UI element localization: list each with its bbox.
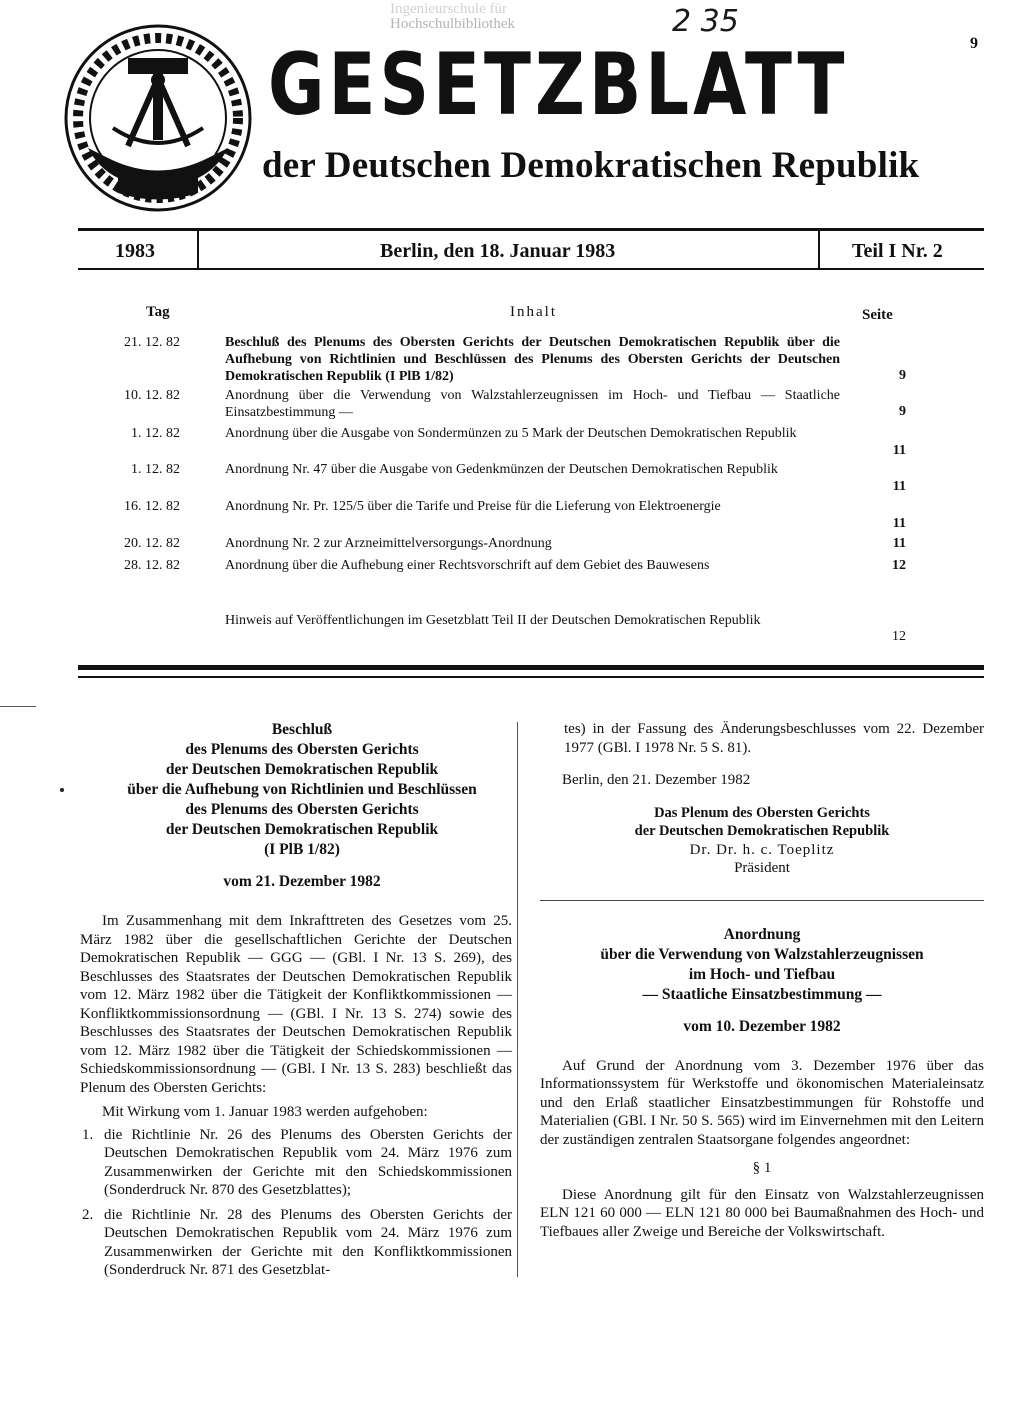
signatory-name: Dr. Dr. h. c. Toeplitz: [689, 841, 835, 858]
list-text: die Richtlinie Nr. 26 des Plenums des Obersten Gerichts der Deutschen Demokratischen Republik vom 24. März 1976 zum Zusammenwirken der Gerichte mit den Schiedskommissionen (Sonderdruck Nr. 870 des Gesetzblattes);: [104, 1126, 512, 1198]
heading-line: im Hoch- und Tiefbau: [688, 965, 836, 983]
order-paragraph-2: Diese Anordnung gilt für den Einsatz von Walzstahlerzeugnissen ELN 121 60 000 — ELN 121 80 000 bei Baumaßnahmen des Hoch- und Tiefbaues aller Zweige und Bereiche der Volkswirtschaft.: [540, 1186, 984, 1240]
library-stamp: [390, 2, 515, 32]
publication-subtitle: der Deutschen Demokratischen Republik: [262, 145, 920, 186]
toc-notice-page: 12: [892, 629, 906, 644]
continuation-text: [540, 720, 984, 757]
margin-dot: [60, 788, 64, 792]
heading-line: über die Verwendung von Walzstahlerzeugnissen: [600, 945, 924, 963]
toc-text: Anordnung Nr. 2 zur Arzneimittelversorgungs-Anordnung: [225, 536, 552, 551]
margin-mark: [0, 706, 36, 707]
contents-col-date: Tag: [146, 304, 170, 320]
issue-year: 1983: [115, 240, 155, 262]
heading-line: Beschluß: [271, 721, 333, 738]
issue-bar-divider-right: [818, 231, 820, 269]
toc-page: 11: [892, 516, 906, 531]
list-number: 2.: [82, 1206, 94, 1223]
toc-date: 16. 12. 82: [124, 499, 180, 514]
signing-place-date: Berlin, den 21. Dezember 1982: [562, 772, 751, 788]
list-text: die Richtlinie Nr. 28 des Plenums des Obersten Gerichts der Deutschen Demokratischen Republik vom 24. März 1976 zum Zusammenwirken der Gerichte mit den Konfliktkommissionen (Sonderdruck Nr. 871 des Gesetzblat-: [104, 1206, 512, 1278]
heading-line: der Deutschen Demokratischen Republik: [165, 821, 439, 838]
heading-line: Anordnung: [723, 925, 801, 943]
stamp-line-2: Hochschulbibliothek: [390, 16, 515, 32]
order-date: vom 10. Dezember 1982: [683, 1017, 841, 1035]
ddr-state-emblem-icon: [58, 18, 258, 218]
heading-line: der Deutschen Demokratischen Republik: [165, 761, 439, 778]
heading-line: des Plenums des Obersten Gerichts: [185, 741, 419, 758]
list-item: [80, 1126, 512, 1200]
contents-col-title: Inhalt: [510, 304, 557, 320]
toc-text: Anordnung Nr. 47 über die Ausgabe von Gedenkmünzen der Deutschen Demokratischen Republik: [225, 462, 778, 477]
decision-date: vom 21. Dezember 1982: [223, 873, 381, 890]
toc-page: 11: [892, 479, 906, 494]
toc-page: 9: [899, 368, 906, 383]
toc-text: Anordnung über die Aufhebung einer Rechtsvorschrift auf dem Gebiet des Bauwesens: [225, 558, 710, 573]
column-divider: [517, 722, 518, 1277]
heading-line: über die Aufhebung von Richtlinien und Beschlüssen: [127, 781, 477, 798]
issue-part-number: Teil I Nr. 2: [852, 240, 943, 262]
toc-date: 28. 12. 82: [124, 558, 180, 573]
toc-date: 21. 12. 82: [124, 335, 180, 350]
decision-paragraph-2: Mit Wirkung vom 1. Januar 1983 werden aufgehoben:: [102, 1104, 428, 1120]
toc-date: 1. 12. 82: [131, 462, 180, 477]
continuation-body: tes) in der Fassung des Änderungsbeschlusses vom 22. Dezember 1977 (GBl. I 1978 Nr. 5 S. 81).: [564, 721, 984, 756]
issue-bar-bottom-rule: [78, 268, 984, 270]
toc-text: Anordnung über die Verwendung von Walzstahlerzeugnissen im Hoch- und Tiefbau — Staatliche Einsatzbestimmung —: [225, 388, 840, 420]
contents-col-page: Seite: [862, 307, 893, 323]
issue-place-date: Berlin, den 18. Januar 1983: [380, 240, 616, 262]
separator-rule: [540, 900, 984, 901]
signatory-org-line-1: Das Plenum des Obersten Gerichts: [654, 804, 870, 821]
section-rule-thick: [78, 665, 984, 670]
list-number: 1.: [82, 1126, 94, 1143]
heading-line: (I PlB 1/82): [264, 841, 340, 858]
toc-text: Anordnung Nr. Pr. 125/5 über die Tarife und Preise für die Lieferung von Elektroenergie: [225, 499, 721, 514]
toc-date: 10. 12. 82: [124, 388, 180, 403]
toc-page: 11: [892, 443, 906, 458]
list-item: [80, 1206, 512, 1280]
toc-date: 20. 12. 82: [124, 536, 180, 551]
page-number: 9: [970, 35, 978, 52]
stamp-line-1: Ingenieurschule für: [390, 1, 508, 17]
publication-title: GESETZBLATT: [268, 35, 849, 135]
toc-text: Beschluß des Plenums des Obersten Gerichts der Deutschen Demokratischen Republik über die Aufhebung von Richtlinien und Beschlüssen des Plenums des Obersten Gerichts der Deutschen Demokratischen Republik (I PlB 1/82): [225, 335, 840, 384]
toc-page: 11: [892, 536, 906, 551]
order-paragraph-1: Auf Grund der Anordnung vom 3. Dezember 1976 über das Informationssystem für Werkstoffe und ökonomischen Materialeinsatz und den Erlaß staatlicher Einsatzbestimmungen für Rohstoffe und Materialien (GBl. I Nr. 50 S. 565) wird im Einvernehmen mit den Leitern der zuständigen zentralen Staatsorgane folgendes angeordnet:: [540, 1057, 984, 1148]
toc-notice-text: Hinweis auf Veröffentlichungen im Gesetzblatt Teil II der Deutschen Demokratischen Republik: [225, 613, 761, 628]
heading-line: des Plenums des Obersten Gerichts: [185, 801, 419, 818]
handwritten-number: 2 35: [672, 4, 739, 39]
order-heading: [540, 925, 984, 1005]
signatory-org-line-2: der Deutschen Demokratischen Republik: [634, 823, 890, 839]
right-column: [540, 720, 984, 1241]
decision-heading: [92, 720, 512, 860]
decision-paragraph-1: Im Zusammenhang mit dem Inkrafttreten des Gesetzes vom 25. März 1982 über die gesellschaftlichen Gerichte der Deutschen Demokratischen Republik — GGG — (GBl. I Nr. 13 S. 269), des Beschlusses des Staatsrates der Deutschen Demokratischen Republik vom 12. März 1982 über die Tätigkeit der Konfliktkommissionen — Konfliktkommissionsordnung — (GBl. I Nr. 13 S. 274) sowie des Beschlusses des Staatsrates der Deutschen Demokratischen Republik vom 12. März 1982 über die Tätigkeit der Schiedskommissionen — Schiedskommissionsordnung — (GBl. I Nr. 13 S. 283) beschließt das Plenum des Obersten Gerichts:: [80, 913, 512, 1096]
toc-text: Anordnung über die Ausgabe von Sondermünzen zu 5 Mark der Deutschen Demokratischen Republik: [225, 426, 797, 441]
section-number: § 1: [752, 1160, 772, 1176]
section-rule-thin: [78, 676, 984, 678]
toc-date: 1. 12. 82: [131, 426, 180, 441]
toc-page: 9: [899, 404, 906, 419]
issue-bar-divider-left: [197, 231, 199, 269]
heading-line: — Staatliche Einsatzbestimmung —: [642, 985, 882, 1003]
issue-bar-top-rule: [78, 228, 984, 231]
left-column: [80, 720, 512, 1280]
toc-page: 12: [892, 558, 906, 573]
signatory-role: Präsident: [734, 860, 790, 876]
